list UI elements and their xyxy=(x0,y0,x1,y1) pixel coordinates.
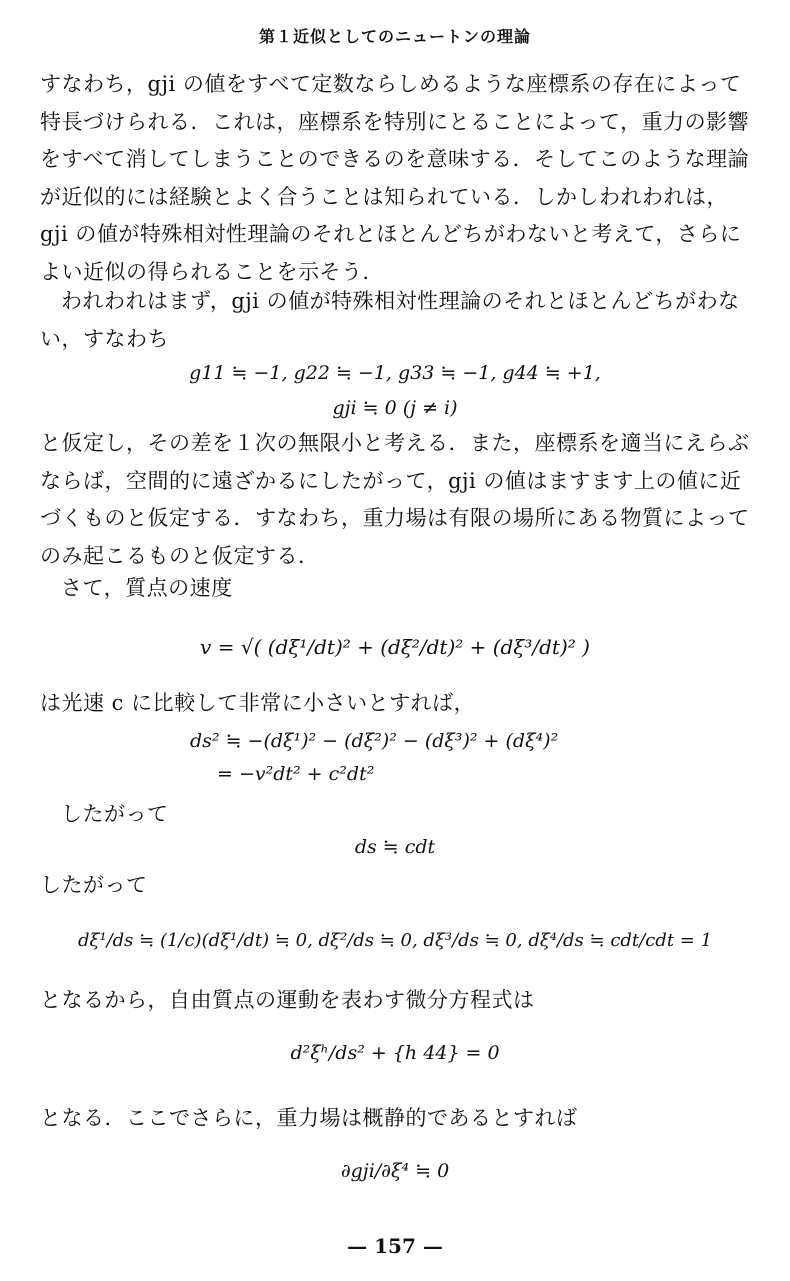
paragraph-5 xyxy=(40,685,752,723)
paragraph-4 xyxy=(40,570,752,608)
equation-metric-offdiagonal: gji ≒ 0 (j ≠ i) xyxy=(332,397,458,419)
paragraph-text: したがって xyxy=(61,802,169,826)
equation-velocity: v = √( (dξ¹/dt)² + (dξ²/dt)² + (dξ³/dt)² ) xyxy=(200,635,590,659)
running-header: 第１近似としてのニュートンの理論 xyxy=(258,27,531,46)
equation-quasistatic: ∂gji/∂ξ⁴ ≒ 0 xyxy=(340,1160,450,1182)
paragraph-1 xyxy=(40,66,752,291)
paragraph-3 xyxy=(40,425,752,575)
equation-derivatives: dξ¹/ds ≒ (1/c)(dξ¹/dt) ≒ 0, dξ²/ds ≒ 0, dξ³/ds ≒ 0, dξ⁴/ds ≒ cdt/cdt = 1 xyxy=(77,930,713,951)
paragraph-text: は光速 c に比較して非常に小さいとすれば， xyxy=(40,691,476,715)
paragraph-text: となるから，自由質点の運動を表わす微分方程式は xyxy=(40,988,535,1012)
page-number: — 157 — xyxy=(347,1234,443,1258)
paragraph-6 xyxy=(40,796,752,834)
paragraph-text: われわれはまず，gji の値が特殊相対性理論のそれとほとんどちがわない，すなわち xyxy=(40,289,740,351)
paragraph-text: となる．ここでさらに，重力場は概静的であるとすれば xyxy=(40,1106,578,1130)
equation-motion: d²ξʰ/ds² + {h 44} = 0 xyxy=(290,1042,500,1064)
paragraph-9 xyxy=(40,1100,752,1138)
paragraph-text: と仮定し，その差を１次の無限小と考える．また，座標系を適当にえらぶならば，空間的に遠ざかるにしたがって，gji の値はますます上の値に近づくものと仮定する．すなわち，重力場は有限の場所にある物質によってのみ起こるものと仮定する． xyxy=(40,431,750,568)
paragraph-text: さて，質点の速度 xyxy=(61,576,233,600)
paragraph-text: すなわち，gji の値をすべて定数ならしめるような座標系の存在によって特長づけられる．これは，座標系を特別にとることによって，重力の影響をすべて消してしまうことのできるのを意味する．そしてこのような理論が近似的には経験とよく合うことは知られている．しかしわれわれは，gji の値が特殊相対性理論のそれとほとんどちがわないと考えて，さらによい近似の得られることを示そう． xyxy=(40,72,750,284)
equation-line-element: ds² ≒ −(dξ¹)² − (dξ²)² − (dξ³)² + (dξ⁴)² xyxy=(190,730,559,752)
paragraph-2 xyxy=(40,283,752,358)
paragraph-text: したがって xyxy=(40,873,148,897)
paragraph-7 xyxy=(40,867,752,905)
paragraph-8 xyxy=(40,982,752,1020)
equation-line-element-continued: = −v²dt² + c²dt² xyxy=(217,763,375,785)
equation-metric-diagonal: g11 ≒ −1, g22 ≒ −1, g33 ≒ −1, g44 ≒ +1, xyxy=(189,362,601,384)
equation-ds: ds ≒ cdt xyxy=(354,836,436,858)
